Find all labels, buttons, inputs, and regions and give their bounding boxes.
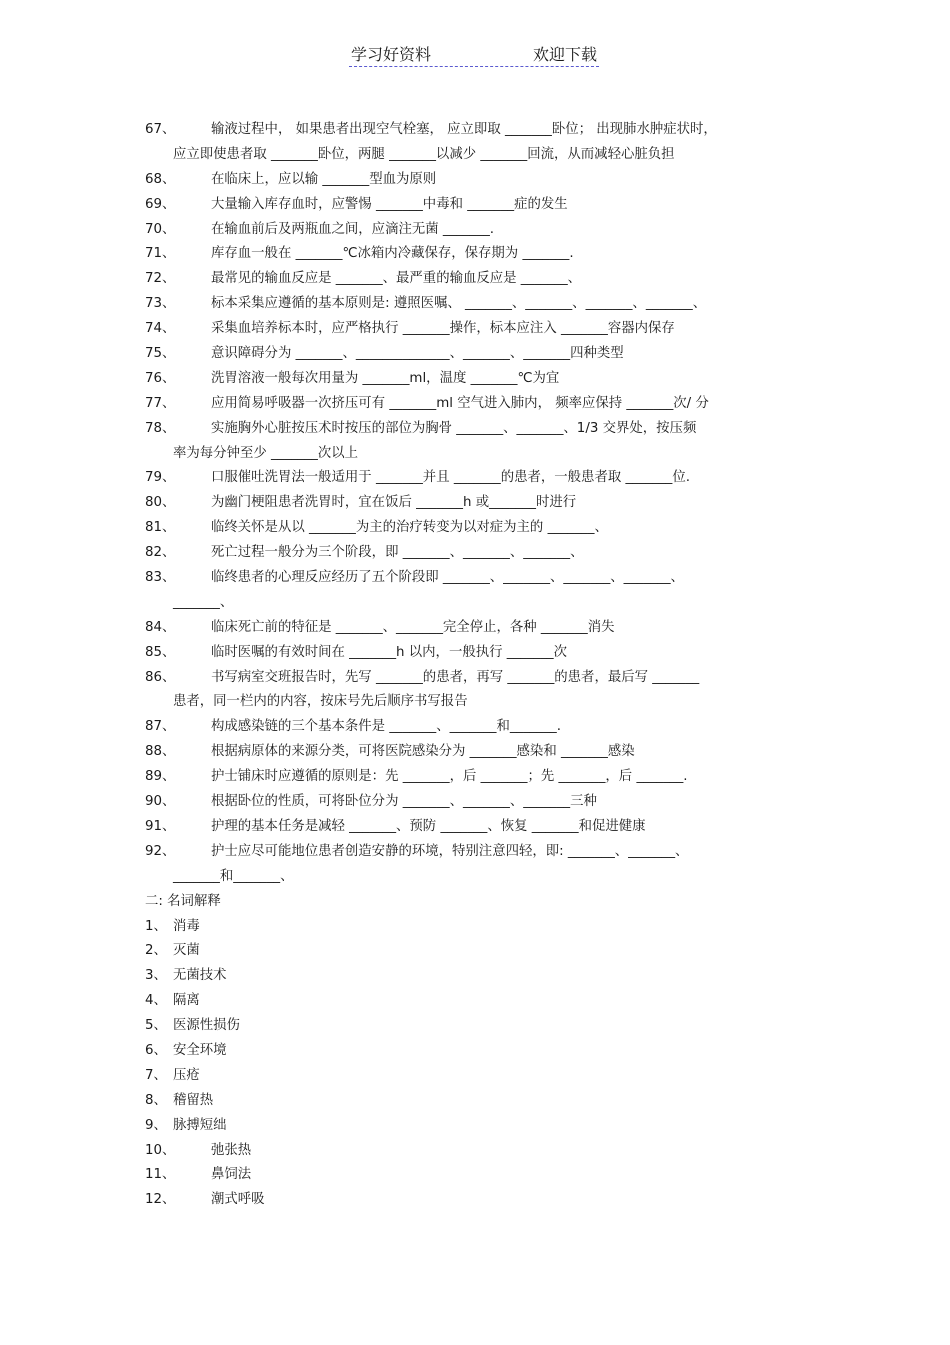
term-item	[145, 1014, 815, 1039]
page-header	[349, 42, 599, 67]
question-text: 应立即使患者取 _______卧位，两腿 _______以减少 _______回流，从而减轻心脏负担	[173, 146, 675, 162]
term-item	[145, 939, 815, 964]
term-number: 6、	[145, 1042, 167, 1058]
term-item	[145, 915, 815, 940]
question-continuation	[145, 690, 815, 715]
question-text: 为幽门梗阻患者洗胃时，宜在饭后 _______h 或_______时进行	[211, 495, 577, 511]
question-text: 临终关怀是从以 _______为主的治疗转变为以对症为主的 _______、	[211, 520, 608, 536]
question-text: 护士应尽可能地位患者创造安静的环境，特别注意四轻，即: _______、_______、	[211, 843, 689, 859]
question-number: 92、	[145, 843, 176, 859]
question-number: 83、	[145, 570, 176, 586]
question-number: 77、	[145, 395, 176, 411]
question-item	[145, 417, 815, 442]
question-item	[145, 790, 815, 815]
question-continuation	[145, 591, 815, 616]
question-item	[145, 666, 815, 691]
question-item	[145, 815, 815, 840]
question-text: 患者，同一栏内的内容，按床号先后顺序书写报告	[173, 694, 468, 710]
question-text: 应用简易呼吸器一次挤压可有 _______ml 空气进入肺内， 频率应保持 _______次/ 分	[211, 395, 709, 411]
question-text: 大量输入库存血时，应警惕 _______中毒和 _______症的发生	[211, 196, 568, 212]
question-text: 口服催吐洗胃法一般适用于 _______并且 _______的患者，一般患者取 _______位.	[211, 470, 691, 486]
question-item	[145, 342, 815, 367]
question-text: 最常见的输血反应是 _______、最严重的输血反应是 _______、	[211, 271, 582, 287]
question-number: 90、	[145, 794, 176, 810]
term-text: 消毒	[173, 918, 200, 934]
term-text: 稽留热	[173, 1092, 214, 1108]
question-item	[145, 317, 815, 342]
question-text: 在临床上，应以输 _______型血为原则	[211, 171, 437, 187]
question-text: 书写病室交班报告时，先写 _______的患者，再写 _______的患者，最后写 _______	[211, 669, 700, 685]
term-text: 灭菌	[173, 943, 200, 959]
term-text: 弛张热	[211, 1142, 252, 1158]
header-left-text: 学习好资料	[351, 45, 432, 64]
question-item	[145, 292, 815, 317]
question-text: 死亡过程一般分为三个阶段，即 _______、_______、_______、	[211, 545, 584, 561]
term-number: 3、	[145, 968, 167, 984]
term-item	[145, 989, 815, 1014]
term-number: 10、	[145, 1142, 176, 1158]
question-number: 67、	[145, 122, 176, 137]
question-number: 81、	[145, 520, 176, 536]
question-number: 89、	[145, 769, 176, 785]
question-text: 标本采集应遵循的基本原则是: 遵照医嘱、 _______、_______、_______、_______、	[211, 296, 707, 312]
question-number: 78、	[145, 420, 176, 436]
term-text: 医源性损伤	[173, 1018, 240, 1034]
header-right-text: 欢迎下载	[532, 45, 597, 64]
question-item	[145, 491, 815, 516]
question-text: 护士铺床时应遵循的原则是：先 _______，后 _______；先 _______，后 _______.	[211, 769, 688, 785]
question-number: 80、	[145, 495, 176, 511]
question-number: 71、	[145, 246, 176, 262]
question-number: 73、	[145, 296, 176, 312]
question-item	[145, 765, 815, 790]
term-number: 8、	[145, 1092, 167, 1108]
question-item	[145, 367, 815, 392]
term-text: 安全环境	[173, 1042, 227, 1058]
term-number: 7、	[145, 1067, 167, 1083]
question-text: 库存血一般在 _______℃冰箱内冷藏保存，保存期为 _______.	[211, 246, 574, 262]
term-item	[145, 1089, 815, 1114]
term-item	[145, 964, 815, 989]
document-body	[145, 118, 815, 1213]
question-text: 构成感染链的三个基本条件是 _______、_______和_______.	[211, 719, 561, 735]
question-text: 临终患者的心理反应经历了五个阶段即 _______、_______、_______、_______、	[211, 570, 684, 586]
question-item	[145, 392, 815, 417]
question-text: _______、	[173, 594, 234, 610]
term-item	[145, 1039, 815, 1064]
question-text: 根据病原体的来源分类，可将医院感染分为 _______感染和 _______感染	[211, 744, 635, 760]
term-text: 脉搏短绌	[173, 1117, 227, 1133]
question-text: 洗胃溶液一般每次用量为 _______ml，温度 _______℃为宜	[211, 370, 560, 386]
question-number: 76、	[145, 370, 176, 386]
term-text: 压疮	[173, 1067, 200, 1083]
question-number: 70、	[145, 221, 176, 237]
question-item	[145, 218, 815, 243]
question-number: 72、	[145, 271, 176, 287]
term-number: 9、	[145, 1117, 167, 1133]
question-number: 87、	[145, 719, 176, 735]
question-item	[145, 616, 815, 641]
question-number: 86、	[145, 669, 176, 685]
term-number: 5、	[145, 1018, 167, 1034]
question-item	[145, 193, 815, 218]
term-text: 鼻饲法	[211, 1167, 252, 1183]
question-text: 意识障碍分为 _______、______________、_______、_______四种类型	[211, 346, 624, 362]
question-item	[145, 541, 815, 566]
question-number: 69、	[145, 196, 176, 212]
term-text: 潮式呼吸	[211, 1192, 265, 1208]
term-number: 4、	[145, 993, 167, 1009]
term-item	[145, 1114, 815, 1139]
question-item	[145, 267, 815, 292]
question-number: 85、	[145, 644, 176, 660]
term-text: 无菌技术	[173, 968, 227, 984]
term-item	[145, 1163, 815, 1188]
question-text: 临时医嘱的有效时间在 _______h 以内，一般执行 _______次	[211, 644, 568, 660]
question-continuation	[145, 865, 815, 890]
question-text: 根据卧位的性质，可将卧位分为 _______、_______、_______三种	[211, 794, 597, 810]
section-title: 二: 名词解释	[145, 893, 221, 909]
term-number: 1、	[145, 918, 167, 934]
question-item	[145, 740, 815, 765]
term-item	[145, 1064, 815, 1089]
question-item	[145, 516, 815, 541]
question-continuation	[145, 143, 815, 168]
question-text: 护理的基本任务是减轻 _______、预防 _______、恢复 _______和促进健康	[211, 818, 646, 834]
term-number: 2、	[145, 943, 167, 959]
term-item	[145, 1188, 815, 1213]
question-text: 输液过程中， 如果患者出现空气栓塞， 应立即取 _______卧位； 出现肺水肿症状时，	[211, 122, 717, 137]
question-item	[145, 242, 815, 267]
question-item	[145, 715, 815, 740]
question-continuation	[145, 442, 815, 467]
question-item	[145, 566, 815, 591]
question-item	[145, 168, 815, 193]
term-item	[145, 1139, 815, 1164]
question-number: 79、	[145, 470, 176, 486]
question-text: 临床死亡前的特征是 _______、_______完全停止，各种 _______消失	[211, 619, 615, 635]
question-item	[145, 118, 815, 143]
question-number: 75、	[145, 346, 176, 362]
question-number: 82、	[145, 545, 176, 561]
term-number: 11、	[145, 1167, 176, 1183]
question-text: 实施胸外心脏按压术时按压的部位为胸骨 _______、_______、1/3 交界处，按压频	[211, 420, 697, 436]
question-item	[145, 466, 815, 491]
question-number: 91、	[145, 818, 176, 834]
question-text: 率为每分钟至少 _______次以上	[173, 445, 359, 461]
question-number: 74、	[145, 321, 176, 337]
term-number: 12、	[145, 1192, 176, 1208]
question-text: 在输血前后及两瓶血之间，应滴注无菌 _______.	[211, 221, 495, 237]
question-item	[145, 641, 815, 666]
term-text: 隔离	[173, 993, 200, 1009]
question-number: 88、	[145, 744, 176, 760]
question-item	[145, 840, 815, 865]
question-number: 68、	[145, 171, 176, 187]
question-text: _______和_______、	[173, 868, 294, 884]
question-text: 采集血培养标本时，应严格执行 _______操作，标本应注入 _______容器内保存	[211, 321, 675, 337]
question-number: 84、	[145, 619, 176, 635]
